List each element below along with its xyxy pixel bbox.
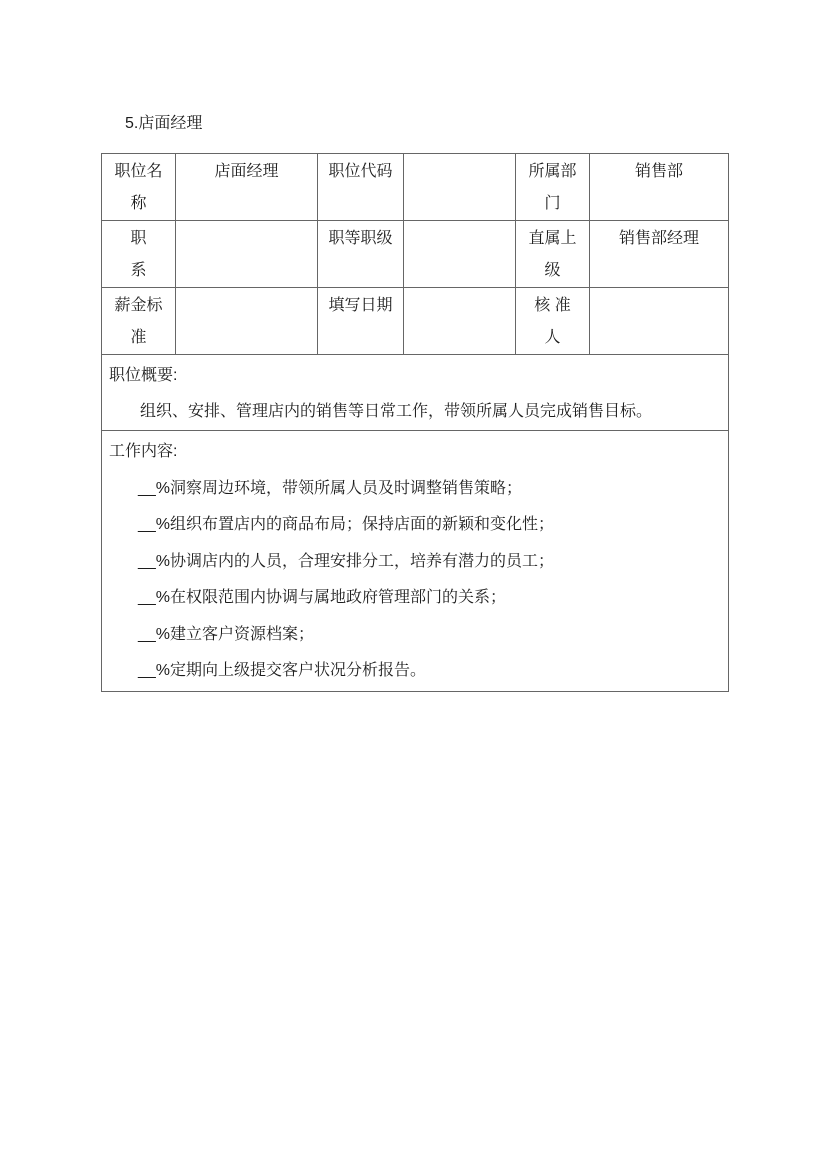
summary-heading: 职位概要: [109, 367, 178, 384]
duty-item: __%定期向上级提交客户状况分析报告。 [138, 662, 427, 679]
duty-item: __%洞察周边环境，带领所属人员及时调整销售策略； [138, 479, 523, 497]
department-label-cell [516, 154, 590, 221]
job-family-label: 职 系 [130, 230, 147, 279]
summary-row [102, 355, 729, 431]
grade-label: 职等职级 [328, 230, 393, 247]
position-code-label: 职位代码 [328, 163, 393, 180]
grade-label-cell [318, 221, 404, 288]
department-value-cell [590, 154, 729, 221]
supervisor-label: 直属上级 [528, 230, 577, 279]
summary-cell [102, 355, 729, 431]
job-family-value-cell [176, 221, 318, 288]
duty-item: __%在权限范围内协调与属地政府管理部门的关系； [138, 589, 507, 606]
salary-label-cell [102, 288, 176, 355]
job-description-table [101, 153, 729, 692]
position-code-label-cell [318, 154, 404, 221]
duty-item: __%组织布置店内的商品布局；保持店面的新颖和变化性； [138, 516, 555, 533]
approver-value-cell [590, 288, 729, 355]
salary-label: 薪金标准 [114, 297, 163, 346]
supervisor-value-cell [590, 221, 729, 288]
summary-text: 组织、安排、管理店内的销售等日常工作，带领所属人员完成销售目标。 [140, 403, 653, 420]
approver-label-cell [516, 288, 590, 355]
position-name-label-cell [102, 154, 176, 221]
duties-cell [102, 431, 729, 692]
department-label: 所属部门 [528, 163, 577, 212]
section-title: 5.店面经理 [125, 115, 203, 132]
approver-label: 核 准人 [534, 297, 571, 346]
job-family-label-cell [102, 221, 176, 288]
duties-row [102, 431, 729, 692]
fill-date-label: 填写日期 [328, 297, 393, 314]
supervisor-label-cell [516, 221, 590, 288]
position-code-value-cell [404, 154, 516, 221]
duty-item: __%建立客户资源档案； [138, 625, 315, 643]
fill-date-label-cell [318, 288, 404, 355]
position-name-value: 店面经理 [214, 163, 279, 180]
table-row [102, 221, 729, 288]
duties-heading: 工作内容: [109, 443, 178, 460]
duty-item: __%协调店内的人员，合理安排分工，培养有潜力的员工； [138, 552, 555, 570]
table-row [102, 288, 729, 355]
salary-value-cell [176, 288, 318, 355]
department-value: 销售部 [634, 163, 683, 180]
grade-value-cell [404, 221, 516, 288]
position-name-label: 职位名称 [114, 163, 163, 212]
supervisor-value: 销售部经理 [618, 230, 699, 247]
position-name-value-cell [176, 154, 318, 221]
table-row [102, 154, 729, 221]
fill-date-value-cell [404, 288, 516, 355]
